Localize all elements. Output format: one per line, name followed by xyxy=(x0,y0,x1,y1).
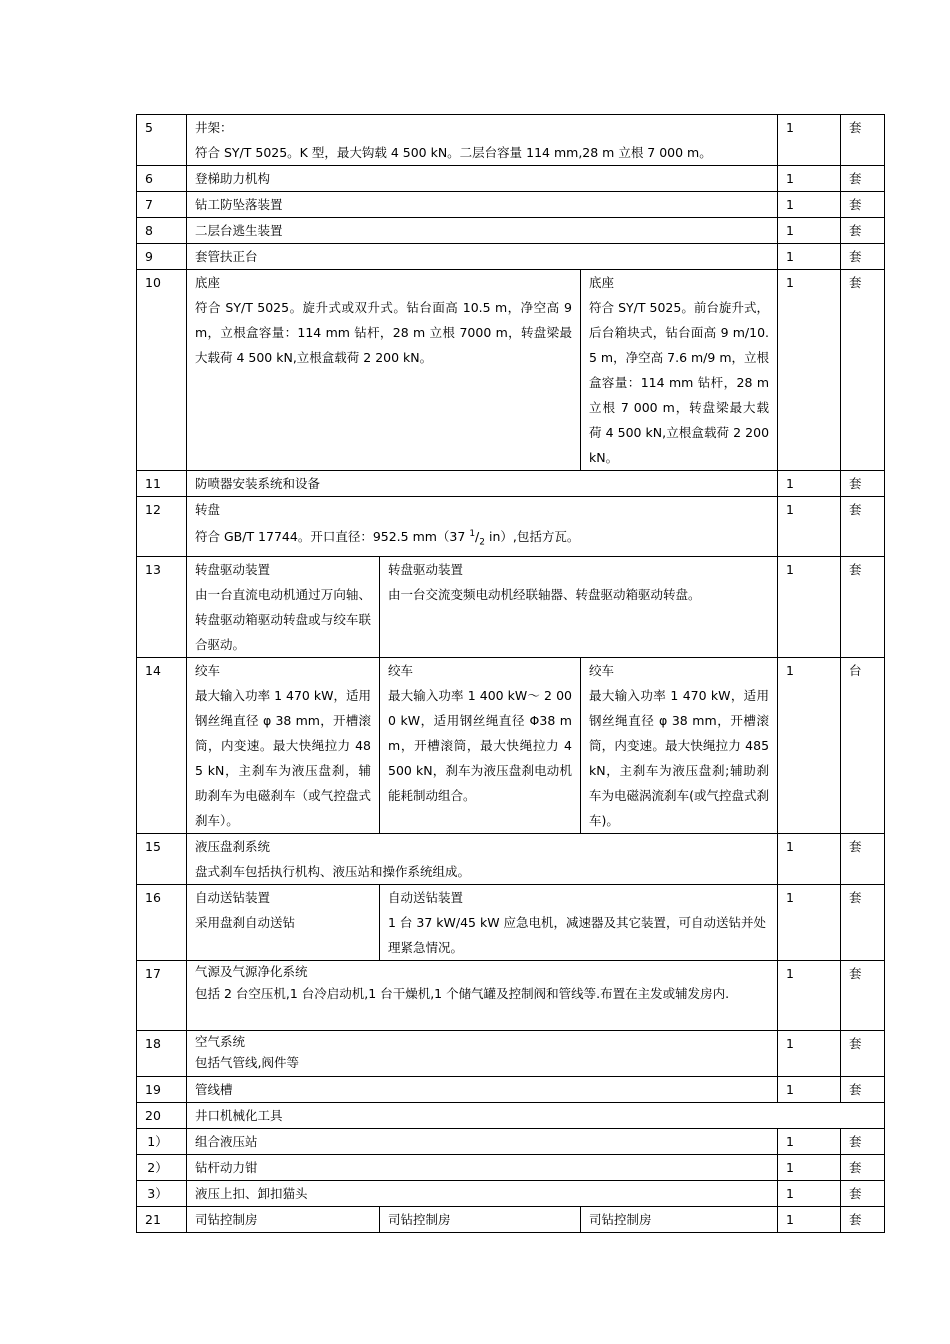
item-quantity: 1 xyxy=(778,192,841,218)
table-row xyxy=(137,166,885,192)
item-unit: 套 xyxy=(841,218,885,244)
table-row xyxy=(137,1180,885,1206)
item-spec-option-c: 司钻控制房 xyxy=(581,1206,778,1232)
table-row xyxy=(137,556,885,657)
item-title: 钻工防坠落装置 xyxy=(187,192,778,218)
item-description: 采用盘刹自动送钻 xyxy=(195,914,296,930)
item-unit: 套 xyxy=(841,1206,885,1232)
item-number: 12 xyxy=(137,497,187,557)
item-number: 17 xyxy=(137,960,187,1030)
table-row xyxy=(137,192,885,218)
sub-item-number: 3） xyxy=(137,1180,187,1206)
item-spec-option-a xyxy=(187,270,581,471)
item-description: 1 台 37 kW/45 kW 应急电机，减速器及其它装置，可自动送钻并处理紧急情况。 xyxy=(388,914,767,955)
table-row xyxy=(137,1076,885,1102)
item-title: 套管扶正台 xyxy=(187,244,778,270)
item-title: 绞车 xyxy=(195,662,221,678)
item-spec-option-a xyxy=(187,657,380,833)
item-spec-option-b xyxy=(380,556,778,657)
item-unit: 套 xyxy=(841,556,885,657)
item-number: 18 xyxy=(137,1030,187,1076)
item-unit: 套 xyxy=(841,166,885,192)
item-quantity: 1 xyxy=(778,1030,841,1076)
item-unit: 套 xyxy=(841,192,885,218)
item-description: 盘式刹车包括执行机构、液压站和操作系统组成。 xyxy=(195,863,471,879)
item-quantity: 1 xyxy=(778,1154,841,1180)
item-title: 井架： xyxy=(195,120,233,135)
table-row xyxy=(137,497,885,557)
item-unit: 套 xyxy=(841,244,885,270)
item-title: 钻杆动力钳 xyxy=(187,1154,778,1180)
item-description: 符合 GB/T 17744。开口直径：952.5 mm（37 $^1/_2$ in）,包括方瓦。 xyxy=(195,529,580,548)
item-spec-option-b xyxy=(380,884,778,960)
item-description: 符合 SY/T 5025。旋升式或双升式。钻台面高 10.5 m，净空高 9 m，立根盒容量：114 mm 钻杆，28 m 立根 7000 m，转盘梁最大载荷 4 500 kN,立根盒载荷 2 200 kN。 xyxy=(195,300,572,365)
item-title: 自动送钻装置 xyxy=(195,889,271,905)
item-quantity: 1 xyxy=(778,884,841,960)
table-row xyxy=(137,960,885,1030)
item-quantity: 1 xyxy=(778,471,841,497)
item-title: 空气系统 xyxy=(195,1033,246,1049)
item-quantity: 1 xyxy=(778,960,841,1030)
item-title: 管线槽 xyxy=(187,1076,778,1102)
item-title: 转盘驱动装置 xyxy=(195,561,271,577)
item-quantity: 1 xyxy=(778,1128,841,1154)
item-quantity: 1 xyxy=(778,1076,841,1102)
item-spec-option-a: 司钻控制房 xyxy=(187,1206,380,1232)
item-quantity: 1 xyxy=(778,244,841,270)
item-unit: 套 xyxy=(841,833,885,884)
table-row xyxy=(137,115,885,166)
item-title: 液压上扣、卸扣猫头 xyxy=(187,1180,778,1206)
item-unit: 套 xyxy=(841,1180,885,1206)
item-number: 7 xyxy=(137,192,187,218)
item-spec-option-c xyxy=(581,657,778,833)
item-number: 5 xyxy=(137,115,187,166)
item-quantity: 1 xyxy=(778,166,841,192)
item-spec-option-a xyxy=(187,556,380,657)
item-description: 由一台交流变频电动机经联轴器、转盘驱动箱驱动转盘。 xyxy=(388,586,701,602)
table-row xyxy=(137,1154,885,1180)
item-number: 19 xyxy=(137,1076,187,1102)
item-quantity: 1 xyxy=(778,497,841,557)
table-row xyxy=(137,833,885,884)
item-number: 20 xyxy=(137,1102,187,1128)
item-description: 包括气管线,阀件等 xyxy=(195,1054,299,1070)
item-number: 16 xyxy=(137,884,187,960)
item-spec-option-b: 司钻控制房 xyxy=(380,1206,581,1232)
item-description: 包括 2 台空压机,1 台冷启动机,1 台干燥机,1 个储气罐及控制阀和管线等.布置在主发或辅发房内. xyxy=(195,985,730,1001)
item-title: 自动送钻装置 xyxy=(388,889,464,905)
item-number: 13 xyxy=(137,556,187,657)
item-spec-option-a xyxy=(187,884,380,960)
equipment-spec-table xyxy=(136,114,885,1233)
item-title: 井口机械化工具 xyxy=(187,1102,885,1128)
table-row xyxy=(137,1206,885,1232)
item-quantity: 1 xyxy=(778,1180,841,1206)
item-quantity: 1 xyxy=(778,1206,841,1232)
item-unit: 套 xyxy=(841,884,885,960)
item-spec xyxy=(187,833,778,884)
item-description: 符合 SY/T 5025。K 型，最大钩载 4 500 kN。二层台容量 114 mm,28 m 立根 7 000 m。 xyxy=(195,145,712,160)
item-unit: 套 xyxy=(841,115,885,166)
item-title: 二层台逃生装置 xyxy=(187,218,778,244)
table-row xyxy=(137,1030,885,1076)
item-spec-option-b xyxy=(581,270,778,471)
item-unit: 套 xyxy=(841,471,885,497)
item-title: 登梯助力机构 xyxy=(187,166,778,192)
table-row xyxy=(137,884,885,960)
item-quantity: 1 xyxy=(778,270,841,471)
item-unit: 套 xyxy=(841,1128,885,1154)
item-spec-option-b xyxy=(380,657,581,833)
table-row xyxy=(137,1128,885,1154)
table-row xyxy=(137,471,885,497)
item-unit: 套 xyxy=(841,960,885,1030)
item-description: 最大输入功率 1 470 kW，适用钢丝绳直径 φ 38 mm，开槽滚筒，内变速。最大快绳拉力 485 kN，主刹车为液压盘刹，辅助刹车为电磁刹车（或气控盘式刹车）。 xyxy=(195,687,371,828)
item-title: 绞车 xyxy=(388,662,414,678)
table-row xyxy=(137,657,885,833)
item-description: 由一台直流电动机通过万向轴、转盘驱动箱驱动转盘或与绞车联合驱动。 xyxy=(195,586,371,652)
table-row xyxy=(137,244,885,270)
item-number: 6 xyxy=(137,166,187,192)
item-spec xyxy=(187,960,778,1030)
item-description: 最大输入功率 1 470 kW，适用钢丝绳直径 φ 38 mm，开槽滚筒，内变速。最大快绳拉力 485 kN，主刹车为液压盘刹;辅助刹车为电磁涡流刹车(或气控盘式刹车)。 xyxy=(589,687,770,828)
item-number: 8 xyxy=(137,218,187,244)
item-title: 底座 xyxy=(589,275,615,290)
item-quantity: 1 xyxy=(778,833,841,884)
item-quantity: 1 xyxy=(778,218,841,244)
table-row xyxy=(137,270,885,471)
item-spec xyxy=(187,497,778,557)
item-unit: 套 xyxy=(841,1076,885,1102)
item-title: 底座 xyxy=(195,275,221,290)
item-spec xyxy=(187,115,778,166)
item-number: 21 xyxy=(137,1206,187,1232)
item-unit: 套 xyxy=(841,497,885,557)
item-title: 液压盘刹系统 xyxy=(195,838,271,854)
item-description: 符合 SY/T 5025。前台旋升式，后台箱块式，钻台面高 9 m/10.5 m，净空高 7.6 m/9 m，立根盒容量：114 mm 钻杆，28 m 立根 7 000 m，转盘梁最大载荷 4 500 kN,立根盒载荷 2 200 kN。 xyxy=(589,300,770,465)
item-unit: 套 xyxy=(841,1154,885,1180)
item-unit: 套 xyxy=(841,1030,885,1076)
item-quantity: 1 xyxy=(778,556,841,657)
table-row xyxy=(137,1102,885,1128)
item-description: 最大输入功率 1 400 kW～ 2 000 kW，适用钢丝绳直径 Φ38 mm，开槽滚筒，最大快绳拉力 4 500 kN，刹车为液压盘刹电动机能耗制动组合。 xyxy=(388,687,572,803)
item-title: 气源及气源净化系统 xyxy=(195,963,308,979)
item-title: 转盘 xyxy=(195,502,221,517)
item-title: 防喷器安装系统和设备 xyxy=(187,471,778,497)
item-title: 转盘驱动装置 xyxy=(388,561,464,577)
item-number: 11 xyxy=(137,471,187,497)
item-unit: 套 xyxy=(841,270,885,471)
item-quantity: 1 xyxy=(778,657,841,833)
sub-item-number: 1） xyxy=(137,1128,187,1154)
item-number: 15 xyxy=(137,833,187,884)
item-number: 14 xyxy=(137,657,187,833)
item-unit: 台 xyxy=(841,657,885,833)
item-number: 9 xyxy=(137,244,187,270)
table-row xyxy=(137,218,885,244)
item-title: 组合液压站 xyxy=(187,1128,778,1154)
item-number: 10 xyxy=(137,270,187,471)
item-title: 绞车 xyxy=(589,662,615,678)
item-spec xyxy=(187,1030,778,1076)
sub-item-number: 2） xyxy=(137,1154,187,1180)
item-quantity: 1 xyxy=(778,115,841,166)
